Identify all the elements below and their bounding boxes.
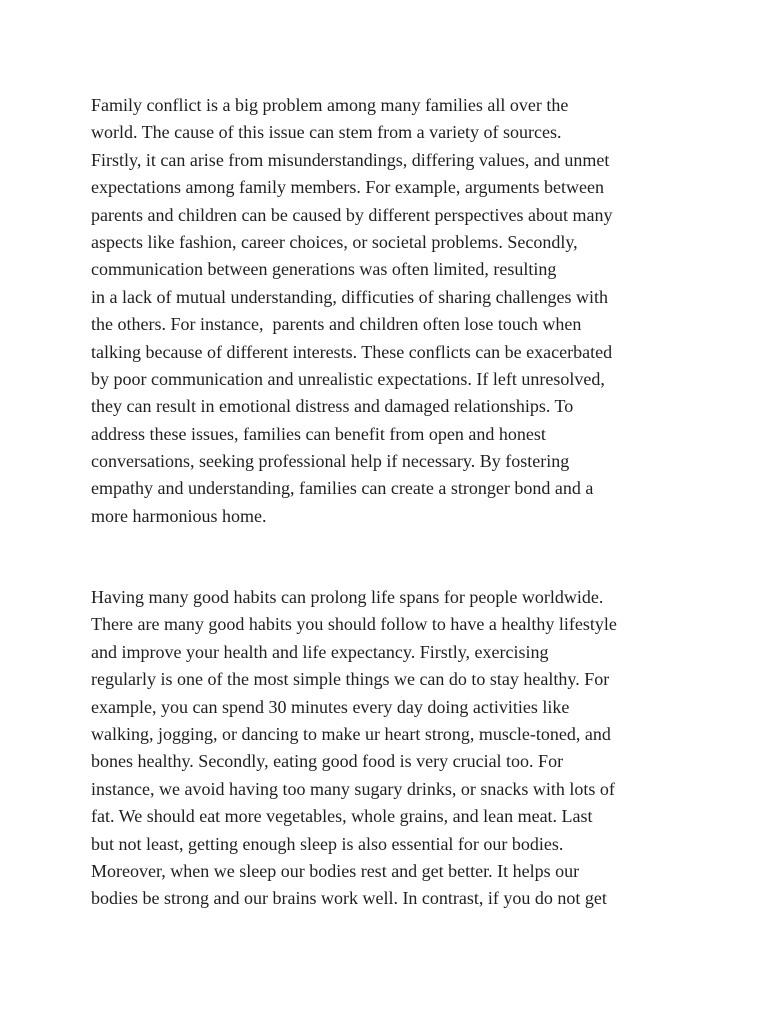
paragraph-good-habits (91, 584, 731, 913)
text-line: empathy and understanding, families can create a stronger bond and a (91, 478, 594, 499)
text-line: parents and children can be caused by different perspectives about many (91, 204, 613, 225)
paragraph-family-conflict (91, 92, 731, 530)
text-line: talking because of different interests. These conflicts can be exacerbated (91, 341, 613, 362)
text-line: Family conflict is a big problem among many families all over the (91, 95, 569, 115)
text-line: Firstly, it can arise from misunderstandings, differing values, and unmet (91, 149, 610, 170)
text-line: in a lack of mutual understanding, difficuties of sharing challenges with (91, 286, 609, 307)
text-line: Moreover, when we sleep our bodies rest and get better. It helps our (91, 860, 580, 881)
text-line: instance, we avoid having too many sugary drinks, or snacks with lots of (91, 778, 615, 799)
text-line: bodies be strong and our brains work well. In contrast, if you do not get (91, 888, 607, 909)
text-line: There are many good habits you should follow to have a healthy lifestyle (91, 614, 617, 635)
text-line: communication between generations was often limited, resulting (91, 259, 557, 280)
text-line: more harmonious home. (91, 505, 267, 526)
text-line: world. The cause of this issue can stem from a variety of sources. (91, 122, 562, 143)
text-line: address these issues, families can benefit from open and honest (91, 423, 546, 444)
text-line: bones healthy. Secondly, eating good food is very crucial too. For (91, 751, 564, 772)
text-line: the others. For instance, parents and children often lose touch when (91, 314, 582, 335)
text-line: but not least, getting enough sleep is also essential for our bodies. (91, 833, 564, 854)
text-line: aspects like fashion, career choices, or societal problems. Secondly, (91, 231, 578, 252)
text-line: and improve your health and life expectancy. Firstly, exercising (91, 641, 549, 662)
text-line: conversations, seeking professional help if necessary. By fostering (91, 451, 570, 472)
text-line: expectations among family members. For example, arguments between (91, 177, 605, 198)
text-line: regularly is one of the most simple things we can do to stay healthy. For (91, 669, 610, 690)
text-line: example, you can spend 30 minutes every day doing activities like (91, 696, 570, 717)
text-line: fat. We should eat more vegetables, whole grains, and lean meat. Last (91, 806, 593, 827)
text-line: they can result in emotional distress and damaged relationships. To (91, 396, 574, 417)
text-line: by poor communication and unrealistic expectations. If left unresolved, (91, 368, 605, 389)
text-line: Having many good habits can prolong life spans for people worldwide. (91, 587, 604, 607)
text-line: walking, jogging, or dancing to make ur heart strong, muscle-toned, and (91, 723, 611, 744)
